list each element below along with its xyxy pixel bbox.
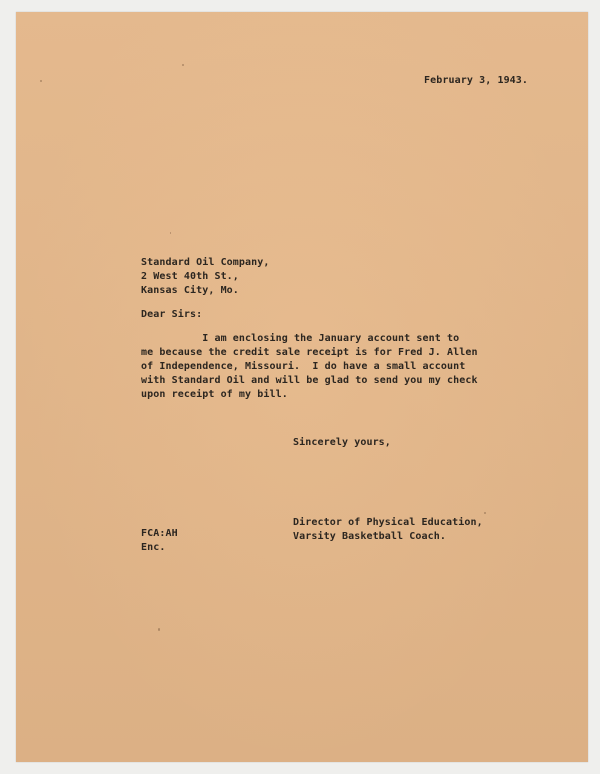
letter-body bbox=[141, 332, 478, 402]
signature-block bbox=[293, 516, 483, 544]
reference-line: FCA:AH bbox=[141, 528, 178, 539]
letter-date: February 3, 1943. bbox=[424, 75, 529, 86]
paper-speck bbox=[40, 80, 42, 82]
body-line: with Standard Oil and will be glad to send you my check bbox=[141, 375, 478, 386]
paper-speck bbox=[484, 512, 486, 514]
recipient-line: 2 West 40th St., bbox=[141, 271, 239, 282]
body-line: upon receipt of my bill. bbox=[141, 389, 288, 400]
salutation: Dear Sirs: bbox=[141, 309, 203, 320]
reference-initials bbox=[141, 527, 178, 555]
body-line: I am enclosing the January account sent to bbox=[141, 333, 460, 344]
signature-line: Director of Physical Education, bbox=[293, 517, 483, 528]
complimentary-closing: Sincerely yours, bbox=[293, 437, 391, 448]
signature-line: Varsity Basketball Coach. bbox=[293, 531, 447, 542]
letter-page bbox=[16, 12, 588, 762]
reference-line: Enc. bbox=[141, 542, 166, 553]
recipient-line: Kansas City, Mo. bbox=[141, 285, 239, 296]
recipient-line: Standard Oil Company, bbox=[141, 257, 270, 268]
body-line: of Independence, Missouri. I do have a small account bbox=[141, 361, 466, 372]
body-line: me because the credit sale receipt is for Fred J. Allen bbox=[141, 347, 478, 358]
recipient-address bbox=[141, 256, 270, 298]
paper-speck bbox=[158, 628, 160, 631]
paper-speck bbox=[182, 64, 184, 66]
paper-speck bbox=[170, 232, 171, 234]
